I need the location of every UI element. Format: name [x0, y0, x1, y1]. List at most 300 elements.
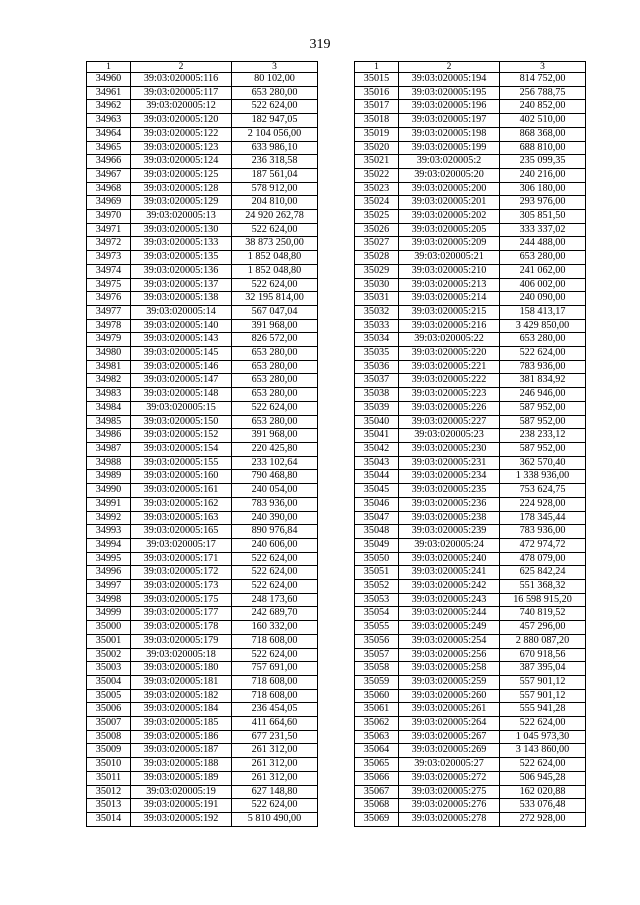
cadastral-value-cell: 653 280,00	[232, 374, 318, 388]
cadastral-value-cell: 204 810,00	[232, 196, 318, 210]
cadastral-number-cell: 39:03:020005:179	[131, 634, 232, 648]
cadastral-number-cell: 39:03:020005:123	[131, 141, 232, 155]
column-header-value: 3	[232, 62, 318, 73]
cadastral-value-cell: 235 099,35	[500, 155, 586, 169]
cadastral-value-cell: 32 195 814,00	[232, 292, 318, 306]
cadastral-value-cell: 242 689,70	[232, 607, 318, 621]
cadastral-value-cell: 783 936,00	[500, 360, 586, 374]
cadastral-value-cell: 306 180,00	[500, 182, 586, 196]
row-number-cell: 35014	[87, 812, 131, 826]
row-number-cell: 34988	[87, 456, 131, 470]
cadastral-number-cell: 39:03:020005:194	[399, 73, 500, 87]
cadastral-number-cell: 39:03:020005:261	[399, 703, 500, 717]
cadastral-value-cell: 472 974,72	[500, 538, 586, 552]
table-row	[87, 251, 318, 265]
table-row	[355, 223, 586, 237]
cadastral-number-cell: 39:03:020005:14	[131, 305, 232, 319]
row-number-cell: 35057	[355, 648, 399, 662]
row-number-cell: 35048	[355, 525, 399, 539]
cadastral-value-cell: 653 280,00	[232, 347, 318, 361]
table-row	[87, 607, 318, 621]
row-number-cell: 35042	[355, 442, 399, 456]
cadastral-value-cell: 522 624,00	[232, 648, 318, 662]
cadastral-number-cell: 39:03:020005:198	[399, 127, 500, 141]
table-row	[355, 758, 586, 772]
cadastral-value-cell: 740 819,52	[500, 607, 586, 621]
cadastral-value-cell: 261 312,00	[232, 758, 318, 772]
table-row	[355, 662, 586, 676]
cadastral-number-cell: 39:03:020005:20	[399, 168, 500, 182]
cadastral-number-cell: 39:03:020005:231	[399, 456, 500, 470]
table-row	[87, 744, 318, 758]
cadastral-number-cell: 39:03:020005:120	[131, 114, 232, 128]
column-header-value: 3	[500, 62, 586, 73]
cadastral-number-cell: 39:03:020005:195	[399, 86, 500, 100]
row-number-cell: 34996	[87, 566, 131, 580]
cadastral-value-cell: 387 395,04	[500, 662, 586, 676]
table-row	[355, 442, 586, 456]
cadastral-number-cell: 39:03:020005:205	[399, 223, 500, 237]
cadastral-value-cell: 522 624,00	[232, 100, 318, 114]
cadastral-value-cell: 814 752,00	[500, 73, 586, 87]
table-header-row	[355, 62, 586, 73]
row-number-cell: 35047	[355, 511, 399, 525]
cadastral-number-cell: 39:03:020005:182	[131, 689, 232, 703]
cadastral-number-cell: 39:03:020005:154	[131, 442, 232, 456]
cadastral-number-cell: 39:03:020005:230	[399, 442, 500, 456]
table-row	[87, 675, 318, 689]
row-number-cell: 35061	[355, 703, 399, 717]
cadastral-number-cell: 39:03:020005:13	[131, 210, 232, 224]
row-number-cell: 34980	[87, 347, 131, 361]
cadastral-number-cell: 39:03:020005:220	[399, 347, 500, 361]
cadastral-value-cell: 391 968,00	[232, 429, 318, 443]
row-number-cell: 35000	[87, 621, 131, 635]
cadastral-value-cell: 246 946,00	[500, 388, 586, 402]
row-number-cell: 35065	[355, 758, 399, 772]
row-number-cell: 35013	[87, 799, 131, 813]
row-number-cell: 35058	[355, 662, 399, 676]
table-row	[87, 196, 318, 210]
cadastral-number-cell: 39:03:020005:147	[131, 374, 232, 388]
row-number-cell: 34970	[87, 210, 131, 224]
cadastral-value-cell: 627 148,80	[232, 785, 318, 799]
cadastral-number-cell: 39:03:020005:171	[131, 552, 232, 566]
table-row	[87, 593, 318, 607]
row-number-cell: 35004	[87, 675, 131, 689]
table-row	[87, 470, 318, 484]
cadastral-number-cell: 39:03:020005:178	[131, 621, 232, 635]
row-number-cell: 35015	[355, 73, 399, 87]
cadastral-value-cell: 522 624,00	[500, 347, 586, 361]
row-number-cell: 35054	[355, 607, 399, 621]
cadastral-value-cell: 653 280,00	[500, 333, 586, 347]
table-row	[355, 182, 586, 196]
row-number-cell: 34981	[87, 360, 131, 374]
cadastral-value-cell: 2 880 087,20	[500, 634, 586, 648]
cadastral-number-cell: 39:03:020005:27	[399, 758, 500, 772]
cadastral-number-cell: 39:03:020005:133	[131, 237, 232, 251]
cadastral-number-cell: 39:03:020005:258	[399, 662, 500, 676]
cadastral-value-cell: 688 810,00	[500, 141, 586, 155]
cadastral-number-cell: 39:03:020005:226	[399, 401, 500, 415]
table-row	[87, 73, 318, 87]
cadastral-number-cell: 39:03:020005:216	[399, 319, 500, 333]
table-row	[355, 127, 586, 141]
cadastral-number-cell: 39:03:020005:256	[399, 648, 500, 662]
cadastral-value-cell: 261 312,00	[232, 744, 318, 758]
table-row	[355, 675, 586, 689]
cadastral-value-cell: 406 002,00	[500, 278, 586, 292]
cadastral-number-cell: 39:03:020005:150	[131, 415, 232, 429]
table-row	[87, 100, 318, 114]
cadastral-value-cell: 411 664,60	[232, 717, 318, 731]
cadastral-value-table-right	[354, 61, 586, 827]
cadastral-number-cell: 39:03:020005:12	[131, 100, 232, 114]
table-row	[87, 525, 318, 539]
cadastral-value-cell: 24 920 262,78	[232, 210, 318, 224]
cadastral-number-cell: 39:03:020005:200	[399, 182, 500, 196]
table-row	[355, 538, 586, 552]
row-number-cell: 34967	[87, 168, 131, 182]
cadastral-value-cell: 718 608,00	[232, 634, 318, 648]
cadastral-number-cell: 39:03:020005:241	[399, 566, 500, 580]
table-row	[87, 415, 318, 429]
table-row	[355, 415, 586, 429]
cadastral-number-cell: 39:03:020005:260	[399, 689, 500, 703]
cadastral-number-cell: 39:03:020005:125	[131, 168, 232, 182]
row-number-cell: 35056	[355, 634, 399, 648]
cadastral-number-cell: 39:03:020005:238	[399, 511, 500, 525]
table-row	[355, 73, 586, 87]
table-row	[87, 703, 318, 717]
table-row	[87, 210, 318, 224]
cadastral-value-cell: 567 047,04	[232, 305, 318, 319]
table-row	[87, 689, 318, 703]
cadastral-number-cell: 39:03:020005:163	[131, 511, 232, 525]
table-row	[355, 278, 586, 292]
row-number-cell: 34974	[87, 264, 131, 278]
table-row	[87, 360, 318, 374]
table-row	[355, 607, 586, 621]
table-row	[87, 566, 318, 580]
table-row	[87, 305, 318, 319]
row-number-cell: 35010	[87, 758, 131, 772]
cadastral-number-cell: 39:03:020005:180	[131, 662, 232, 676]
cadastral-number-cell: 39:03:020005:188	[131, 758, 232, 772]
row-number-cell: 34960	[87, 73, 131, 87]
cadastral-value-cell: 478 079,00	[500, 552, 586, 566]
row-number-cell: 35021	[355, 155, 399, 169]
table-row	[87, 662, 318, 676]
cadastral-number-cell: 39:03:020005:278	[399, 812, 500, 826]
cadastral-value-cell: 522 624,00	[232, 799, 318, 813]
row-number-cell: 34992	[87, 511, 131, 525]
cadastral-number-cell: 39:03:020005:254	[399, 634, 500, 648]
cadastral-number-cell: 39:03:020005:130	[131, 223, 232, 237]
cadastral-value-table-left	[86, 61, 318, 827]
row-number-cell: 34966	[87, 155, 131, 169]
row-number-cell: 34997	[87, 580, 131, 594]
row-number-cell: 34983	[87, 388, 131, 402]
table-row	[87, 86, 318, 100]
cadastral-number-cell: 39:03:020005:227	[399, 415, 500, 429]
table-row	[355, 264, 586, 278]
cadastral-number-cell: 39:03:020005:129	[131, 196, 232, 210]
table-row	[355, 347, 586, 361]
cadastral-value-cell: 381 834,92	[500, 374, 586, 388]
table-row	[355, 785, 586, 799]
row-number-cell: 35050	[355, 552, 399, 566]
cadastral-value-cell: 522 624,00	[232, 566, 318, 580]
row-number-cell: 35024	[355, 196, 399, 210]
row-number-cell: 34982	[87, 374, 131, 388]
cadastral-value-cell: 557 901,12	[500, 689, 586, 703]
table-row	[355, 429, 586, 443]
table-row	[355, 155, 586, 169]
cadastral-number-cell: 39:03:020005:184	[131, 703, 232, 717]
table-row	[355, 799, 586, 813]
table-row	[355, 593, 586, 607]
cadastral-number-cell: 39:03:020005:172	[131, 566, 232, 580]
cadastral-number-cell: 39:03:020005:269	[399, 744, 500, 758]
row-number-cell: 35012	[87, 785, 131, 799]
row-number-cell: 35038	[355, 388, 399, 402]
row-number-cell: 35001	[87, 634, 131, 648]
row-number-cell: 34979	[87, 333, 131, 347]
row-number-cell: 35007	[87, 717, 131, 731]
cadastral-number-cell: 39:03:020005:222	[399, 374, 500, 388]
cadastral-value-cell: 587 952,00	[500, 401, 586, 415]
cadastral-value-cell: 522 624,00	[232, 401, 318, 415]
cadastral-number-cell: 39:03:020005:116	[131, 73, 232, 87]
table-row	[355, 319, 586, 333]
table-row	[355, 141, 586, 155]
row-number-cell: 35068	[355, 799, 399, 813]
table-row	[355, 621, 586, 635]
table-row	[355, 374, 586, 388]
table-row	[87, 114, 318, 128]
row-number-cell: 35039	[355, 401, 399, 415]
cadastral-value-cell: 522 624,00	[500, 758, 586, 772]
row-number-cell: 35027	[355, 237, 399, 251]
row-number-cell: 34972	[87, 237, 131, 251]
cadastral-number-cell: 39:03:020005:191	[131, 799, 232, 813]
cadastral-number-cell: 39:03:020005:173	[131, 580, 232, 594]
table-row	[87, 799, 318, 813]
cadastral-number-cell: 39:03:020005:235	[399, 484, 500, 498]
cadastral-number-cell: 39:03:020005:201	[399, 196, 500, 210]
row-number-cell: 34971	[87, 223, 131, 237]
row-number-cell: 35022	[355, 168, 399, 182]
cadastral-number-cell: 39:03:020005:197	[399, 114, 500, 128]
cadastral-value-cell: 670 918,56	[500, 648, 586, 662]
cadastral-value-cell: 3 429 850,00	[500, 319, 586, 333]
row-number-cell: 35069	[355, 812, 399, 826]
table-row	[87, 333, 318, 347]
cadastral-number-cell: 39:03:020005:236	[399, 497, 500, 511]
row-number-cell: 35011	[87, 771, 131, 785]
table-row	[87, 785, 318, 799]
cadastral-value-cell: 224 928,00	[500, 497, 586, 511]
table-row	[87, 374, 318, 388]
row-number-cell: 35063	[355, 730, 399, 744]
row-number-cell: 35045	[355, 484, 399, 498]
row-number-cell: 35003	[87, 662, 131, 676]
row-number-cell: 34976	[87, 292, 131, 306]
cadastral-value-cell: 240 216,00	[500, 168, 586, 182]
row-number-cell: 35066	[355, 771, 399, 785]
cadastral-number-cell: 39:03:020005:23	[399, 429, 500, 443]
row-number-cell: 35040	[355, 415, 399, 429]
cadastral-value-cell: 158 413,17	[500, 305, 586, 319]
row-number-cell: 35028	[355, 251, 399, 265]
table-row	[87, 580, 318, 594]
cadastral-number-cell: 39:03:020005:215	[399, 305, 500, 319]
table-row	[355, 470, 586, 484]
cadastral-number-cell: 39:03:020005:259	[399, 675, 500, 689]
row-number-cell: 35043	[355, 456, 399, 470]
cadastral-number-cell: 39:03:020005:186	[131, 730, 232, 744]
table-row	[355, 168, 586, 182]
table-row	[355, 552, 586, 566]
row-number-cell: 35037	[355, 374, 399, 388]
cadastral-value-cell: 333 337,02	[500, 223, 586, 237]
cadastral-number-cell: 39:03:020005:223	[399, 388, 500, 402]
cadastral-value-cell: 522 624,00	[500, 717, 586, 731]
row-number-cell: 35025	[355, 210, 399, 224]
row-number-cell: 34993	[87, 525, 131, 539]
cadastral-value-cell: 718 608,00	[232, 689, 318, 703]
table-row	[87, 347, 318, 361]
table-row	[87, 511, 318, 525]
cadastral-number-cell: 39:03:020005:19	[131, 785, 232, 799]
cadastral-number-cell: 39:03:020005:21	[399, 251, 500, 265]
cadastral-number-cell: 39:03:020005:138	[131, 292, 232, 306]
cadastral-number-cell: 39:03:020005:202	[399, 210, 500, 224]
table-row	[355, 717, 586, 731]
cadastral-number-cell: 39:03:020005:181	[131, 675, 232, 689]
row-number-cell: 34968	[87, 182, 131, 196]
table-row	[87, 127, 318, 141]
cadastral-number-cell: 39:03:020005:146	[131, 360, 232, 374]
row-number-cell: 34990	[87, 484, 131, 498]
cadastral-number-cell: 39:03:020005:264	[399, 717, 500, 731]
row-number-cell: 35036	[355, 360, 399, 374]
cadastral-number-cell: 39:03:020005:189	[131, 771, 232, 785]
table-row	[355, 812, 586, 826]
row-number-cell: 35006	[87, 703, 131, 717]
cadastral-number-cell: 39:03:020005:267	[399, 730, 500, 744]
row-number-cell: 34964	[87, 127, 131, 141]
cadastral-value-cell: 80 102,00	[232, 73, 318, 87]
table-row	[87, 442, 318, 456]
cadastral-value-cell: 677 231,50	[232, 730, 318, 744]
row-number-cell: 35016	[355, 86, 399, 100]
row-number-cell: 34978	[87, 319, 131, 333]
cadastral-value-cell: 293 976,00	[500, 196, 586, 210]
row-number-cell: 35053	[355, 593, 399, 607]
cadastral-value-cell: 261 312,00	[232, 771, 318, 785]
cadastral-value-cell: 240 090,00	[500, 292, 586, 306]
cadastral-number-cell: 39:03:020005:209	[399, 237, 500, 251]
table-row	[355, 237, 586, 251]
cadastral-value-cell: 256 788,75	[500, 86, 586, 100]
cadastral-value-cell: 522 624,00	[232, 552, 318, 566]
cadastral-value-cell: 240 852,00	[500, 100, 586, 114]
table-row	[355, 196, 586, 210]
table-row	[87, 758, 318, 772]
row-number-cell: 34963	[87, 114, 131, 128]
cadastral-number-cell: 39:03:020005:192	[131, 812, 232, 826]
cadastral-value-cell: 868 368,00	[500, 127, 586, 141]
table-row	[87, 771, 318, 785]
cadastral-number-cell: 39:03:020005:160	[131, 470, 232, 484]
row-number-cell: 34994	[87, 538, 131, 552]
cadastral-number-cell: 39:03:020005:148	[131, 388, 232, 402]
table-row	[355, 484, 586, 498]
cadastral-value-cell: 1 852 048,80	[232, 251, 318, 265]
row-number-cell: 35018	[355, 114, 399, 128]
table-row	[87, 155, 318, 169]
cadastral-number-cell: 39:03:020005:210	[399, 264, 500, 278]
cadastral-number-cell: 39:03:020005:145	[131, 347, 232, 361]
cadastral-value-cell: 533 076,48	[500, 799, 586, 813]
cadastral-value-cell: 248 173,60	[232, 593, 318, 607]
cadastral-number-cell: 39:03:020005:122	[131, 127, 232, 141]
table-row	[355, 401, 586, 415]
table-row	[87, 264, 318, 278]
page-number: 319	[309, 37, 331, 52]
cadastral-number-cell: 39:03:020005:249	[399, 621, 500, 635]
row-number-cell: 34969	[87, 196, 131, 210]
table-row	[87, 429, 318, 443]
cadastral-number-cell: 39:03:020005:177	[131, 607, 232, 621]
cadastral-number-cell: 39:03:020005:24	[399, 538, 500, 552]
table-row	[87, 634, 318, 648]
table-row	[87, 278, 318, 292]
table-row	[87, 552, 318, 566]
table-row	[87, 141, 318, 155]
row-number-cell: 34977	[87, 305, 131, 319]
row-number-cell: 35017	[355, 100, 399, 114]
table-row	[355, 114, 586, 128]
table-row	[355, 388, 586, 402]
row-number-cell: 34973	[87, 251, 131, 265]
table-row	[87, 168, 318, 182]
row-number-cell: 34987	[87, 442, 131, 456]
row-number-cell: 34998	[87, 593, 131, 607]
table-row	[87, 648, 318, 662]
cadastral-value-cell: 757 691,00	[232, 662, 318, 676]
row-number-cell: 35067	[355, 785, 399, 799]
cadastral-value-cell: 783 936,00	[232, 497, 318, 511]
cadastral-number-cell: 39:03:020005:15	[131, 401, 232, 415]
cadastral-value-cell: 182 947,05	[232, 114, 318, 128]
row-number-cell: 34965	[87, 141, 131, 155]
cadastral-value-cell: 587 952,00	[500, 415, 586, 429]
cadastral-value-cell: 457 296,00	[500, 621, 586, 635]
cadastral-value-cell: 240 054,00	[232, 484, 318, 498]
cadastral-number-cell: 39:03:020005:17	[131, 538, 232, 552]
row-number-cell: 35030	[355, 278, 399, 292]
cadastral-number-cell: 39:03:020005:185	[131, 717, 232, 731]
cadastral-number-cell: 39:03:020005:117	[131, 86, 232, 100]
row-number-cell: 35059	[355, 675, 399, 689]
row-number-cell: 35035	[355, 347, 399, 361]
table-row	[87, 223, 318, 237]
cadastral-value-cell: 633 986,10	[232, 141, 318, 155]
